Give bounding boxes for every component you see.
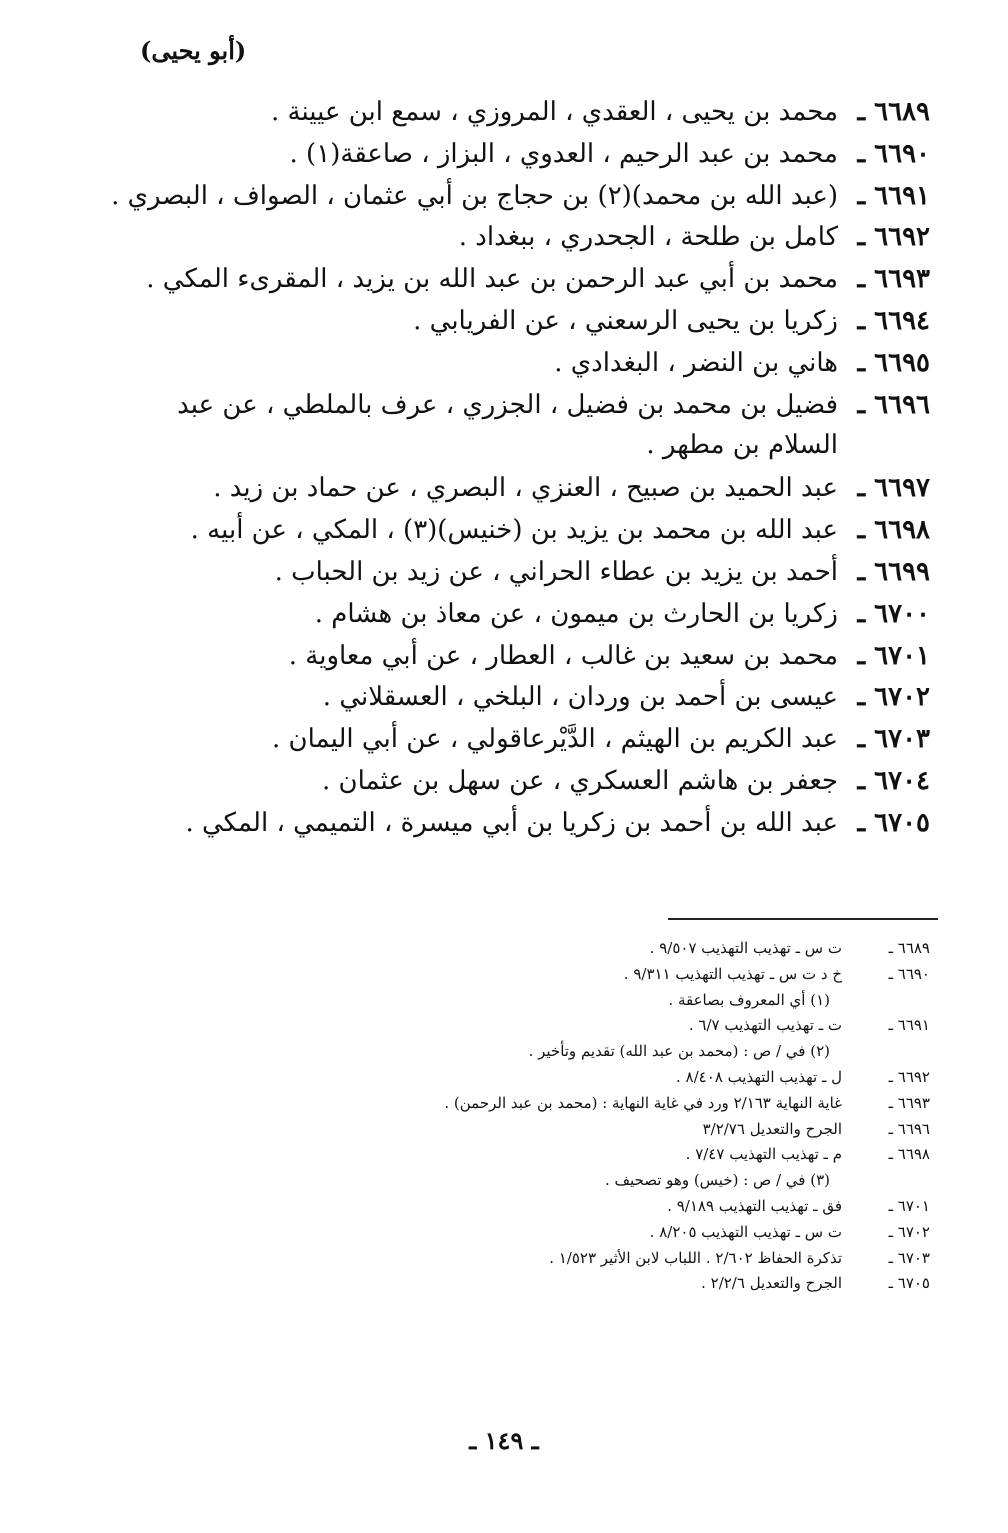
footnote-note: [130, 988, 930, 1013]
entry-text: محمد بن يحيى ، العقدي ، المروزي ، سمع ابن عيينة .: [270, 97, 838, 127]
entry-text: فضيل بن محمد بن فضيل ، الجزري ، عرف بالملطي ، عن عبد السلام بن مطهر .: [177, 389, 838, 460]
entry: [130, 510, 930, 550]
entry-text: عيسى بن أحمد بن وردان ، البلخي ، العسقلاني .: [322, 682, 838, 713]
entry-text: عبد الحميد بن صبيح ، العنزي ، البصري ، عن حماد بن زيد .: [213, 473, 838, 504]
entry-number: ٦٧٠٥ ـ: [857, 807, 930, 838]
entry-text: هاني بن النضر ، البغدادي .: [554, 347, 838, 378]
footnote-text: (٣) في / ص : (خيس) وهو تصحيف .: [604, 1171, 830, 1190]
footnote: [130, 1013, 930, 1038]
entry-number: ٦٧٠١ ـ: [857, 640, 930, 671]
entry: [130, 803, 930, 843]
footnote-divider: [668, 918, 938, 920]
footnote-number: [830, 1168, 930, 1193]
footnotes-list: [130, 936, 930, 1297]
entry-text: جعفر بن هاشم العسكري ، عن سهل بن عثمان .: [321, 765, 838, 796]
entry-text: عبد الله بن أحمد بن زكريا بن أبي ميسرة ، التميمي ، المكي .: [185, 807, 838, 838]
footnote-text: ت س ـ تهذيب التهذيب ٨/٢٠٥ .: [649, 1222, 842, 1241]
footnote-number: ٦٧٠٢ ـ: [888, 1222, 930, 1241]
footnote-text: الجرح والتعديل ٣/٢/٧٦: [702, 1119, 842, 1138]
entry-text: زكريا بن يحيى الرسعني ، عن الفريابي .: [413, 305, 838, 336]
footnote-number: ٦٦٩٠ ـ: [888, 964, 930, 983]
entry-text: محمد بن أبي عبد الرحمن بن عبد الله بن يزيد ، المقرىء المكي .: [146, 264, 838, 295]
footnote: [130, 1065, 930, 1090]
footnote-text: ل ـ تهذيب التهذيب ٨/٤٠٨ .: [675, 1067, 842, 1086]
footnote-text: ت س ـ تهذيب التهذيب ٩/٥٠٧ .: [649, 939, 842, 957]
entry-number: ٦٦٩٧ ـ: [857, 473, 930, 504]
entries-list: [111, 92, 930, 845]
footnote-number: [830, 988, 930, 1013]
footnote-note: [130, 1039, 930, 1064]
footnote-text: م ـ تهذيب التهذيب ٧/٤٧ .: [685, 1145, 842, 1164]
footnote-text: خ د ت س ـ تهذيب التهذيب ٩/٣١١ .: [623, 964, 842, 983]
entry: [130, 636, 930, 676]
entry: [130, 468, 930, 508]
entry: [111, 176, 930, 216]
footnote: [130, 1194, 930, 1219]
footnote-number: ٦٧٠٥ ـ: [888, 1274, 930, 1293]
entry-text: كامل بن طلحة ، الجحدري ، ببغداد .: [458, 222, 838, 253]
entry: [130, 259, 930, 299]
entry-number: ٦٦٩٣ ـ: [857, 264, 930, 295]
entry-number: ٦٦٨٩ ـ: [857, 97, 930, 127]
entry-number: ٦٦٩٠ ـ: [857, 138, 930, 169]
footnote-number: ٦٦٩٢ ـ: [888, 1067, 930, 1086]
footnote: [130, 1220, 930, 1245]
footnote-text: غاية النهاية ٢/١٦٣ ورد في غاية النهاية : (محمد بن عبد الرحمن) .: [444, 1093, 842, 1112]
entry: [130, 92, 930, 132]
footnote: [130, 1091, 930, 1116]
entry-text: محمد بن سعيد بن غالب ، العطار ، عن أبي معاوية .: [288, 640, 838, 671]
entry-number: ٦٦٩٢ ـ: [857, 222, 930, 253]
footnote-number: ٦٦٨٩ ـ: [888, 939, 930, 957]
footnote-number: ٦٦٩١ ـ: [888, 1016, 930, 1035]
entry: [130, 343, 930, 383]
entry-text: عبد الكريم بن الهيثم ، الدَّيْرعاقولي ، عن أبي اليمان .: [272, 724, 838, 755]
footnote-number: ٦٧٠١ ـ: [888, 1196, 930, 1215]
entry: [130, 594, 930, 634]
entry-number: ٦٧٠٠ ـ: [857, 598, 930, 629]
footnote-text: تذكرة الحفاظ ٢/٦٠٢ . اللباب لابن الأثير ١/٥٢٣ .: [549, 1248, 842, 1267]
entry-text: (عبد الله بن محمد)(٢) بن حجاج بن أبي عثمان ، الصواف ، البصري .: [111, 180, 838, 211]
page-number: ـ ١٤٩ ـ: [469, 1426, 539, 1455]
footnote-note: [130, 1168, 930, 1193]
entry-number: ٦٦٩١ ـ: [857, 180, 930, 211]
footnote-text: (٢) في / ص : (محمد بن عبد الله) تقديم وتأخير .: [528, 1042, 830, 1061]
running-head: (أبو يحيى): [140, 36, 247, 65]
entry: [130, 217, 930, 257]
footnote: [130, 1246, 930, 1271]
footnote-number: ٦٦٩٦ ـ: [888, 1119, 930, 1138]
footnote-number: [830, 1039, 930, 1064]
entry-number: ٦٦٩٦ ـ: [857, 389, 930, 420]
entry-text: زكريا بن الحارث بن ميمون ، عن معاذ بن هشام .: [314, 598, 838, 629]
entry-number: ٦٦٩٨ ـ: [857, 515, 930, 546]
footnote-number: ٦٧٠٣ ـ: [888, 1248, 930, 1267]
entry: [130, 719, 930, 759]
entry-text: محمد بن عبد الرحيم ، العدوي ، البزاز ، صاعقة(١) .: [289, 138, 838, 169]
entry-text: عبد الله بن محمد بن يزيد بن (خنيس)(٣) ، المكي ، عن أبيه .: [190, 515, 838, 546]
entry-number: ٦٦٩٥ ـ: [857, 347, 930, 378]
footnote-number: ٦٦٩٣ ـ: [888, 1093, 930, 1112]
footnote: [130, 962, 930, 987]
footnote-text: فق ـ تهذيب التهذيب ٩/١٨٩ .: [667, 1196, 842, 1215]
footnote-text: ت ـ تهذيب التهذيب ٦/٧ .: [688, 1016, 842, 1035]
footnote: [130, 1271, 930, 1296]
footnote-text: (١) أي المعروف بصاعقة .: [668, 990, 830, 1009]
entry: [130, 134, 930, 174]
entry-number: ٦٦٩٩ ـ: [857, 556, 930, 587]
entry: [130, 385, 930, 467]
footnote: [130, 1142, 930, 1167]
footnote-text: الجرح والتعديل ٢/٢/٦ .: [701, 1274, 842, 1293]
footnote-number: ٦٦٩٨ ـ: [888, 1145, 930, 1164]
entry: [130, 301, 930, 341]
entry: [130, 761, 930, 801]
entry-number: ٦٧٠٢ ـ: [857, 682, 930, 713]
entry-number: ٦٧٠٣ ـ: [857, 724, 930, 755]
entry: [130, 677, 930, 717]
footnote: [130, 936, 930, 961]
entry-number: ٦٦٩٤ ـ: [857, 305, 930, 336]
entry-number: ٦٧٠٤ ـ: [857, 765, 930, 796]
footnote: [130, 1117, 930, 1142]
entry: [130, 552, 930, 592]
entry-text: أحمد بن يزيد بن عطاء الحراني ، عن زيد بن الحباب .: [274, 556, 838, 587]
